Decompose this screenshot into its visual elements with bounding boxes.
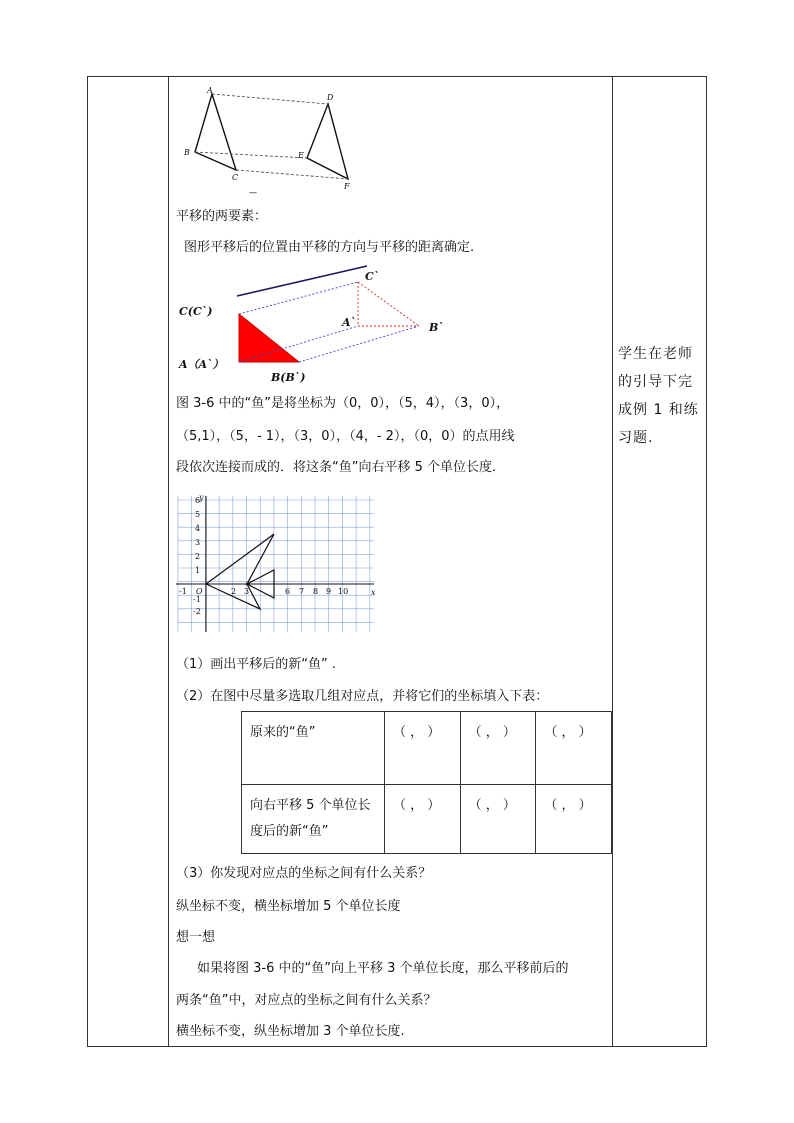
question-1: （1）画出平移后的新“鱼” . <box>176 657 337 672</box>
x-tick-2: 2 <box>231 587 237 596</box>
row-label-original: 原来的“鱼” <box>242 712 385 785</box>
dashed-bb <box>299 326 419 362</box>
answer-cell[interactable]: （ ， ） <box>536 785 612 854</box>
y-tick-4: 4 <box>195 524 201 533</box>
label-d: D <box>327 93 334 102</box>
label-c: C <box>232 173 239 182</box>
dashed-ad <box>212 94 328 104</box>
answer-table <box>241 711 612 854</box>
row-label-translated: 向右平移 5 个单位长度后的新“鱼” <box>242 785 385 854</box>
answer-cell[interactable]: （ ， ） <box>460 785 536 854</box>
figure-fish-grid <box>176 492 381 634</box>
answer-cell[interactable]: （ ， ） <box>460 712 536 785</box>
answer-cell[interactable]: （ ， ） <box>385 785 461 854</box>
x-tick-7: 7 <box>299 587 305 596</box>
x-tick-3: 3 <box>244 587 250 596</box>
column-divider-left <box>168 76 169 1047</box>
label-a-prime: A` <box>342 316 357 329</box>
section-description: 图形平移后的位置由平移的方向与平移的距离确定. <box>184 240 475 255</box>
think-line-2: 两条“鱼”中，对应点的坐标之间有什么关系？ <box>176 993 437 1008</box>
x-tick-6: 6 <box>285 587 291 596</box>
red-triangle <box>239 314 299 362</box>
problem-line-1: 图 3-6 中的“鱼”是将坐标为（0，0），（5，4），（3，0）， <box>176 396 510 411</box>
dash-mark: — <box>249 188 257 197</box>
label-f: F <box>344 182 350 191</box>
triangle-abc <box>195 94 236 170</box>
answer-3: 纵坐标不变，横坐标增加 5 个单位长度 <box>176 899 401 914</box>
y-axis-label: y <box>199 493 204 502</box>
y-tick-neg1: -1 <box>193 595 201 604</box>
label-b-prime: B` <box>429 321 444 334</box>
section-title: 平移的两要素： <box>176 209 268 224</box>
label-a-aprime: A（A`） <box>179 358 224 371</box>
x-tick-8: 8 <box>313 587 319 596</box>
figure-triangle-translation <box>180 82 370 197</box>
question-2: （2）在图中尽量多选取几组对应点，并将它们的坐标填入下表： <box>176 689 549 704</box>
table-row <box>242 712 612 785</box>
dashed-cf <box>236 170 348 179</box>
question-3: （3）你发现对应点的坐标之间有什么关系？ <box>176 866 432 881</box>
label-c-cprime: C(C`) <box>179 305 213 318</box>
think-title: 想一想 <box>176 930 216 945</box>
label-b-bprime: B(B`) <box>271 371 306 384</box>
origin-label: O <box>196 587 203 596</box>
answer-cell[interactable]: （ ， ） <box>536 712 612 785</box>
y-tick-neg2: -2 <box>193 607 201 616</box>
label-a: A <box>207 86 213 95</box>
x-tick-9: 9 <box>326 587 332 596</box>
x-tick-neg1: -1 <box>179 587 187 596</box>
problem-line-2: （5,1），（5，- 1），（3，0），（4，- 2），（0，0）的点用线 <box>176 429 515 444</box>
think-answer: 横坐标不变，纵坐标增加 3 个单位长度. <box>176 1024 405 1039</box>
y-tick-2: 2 <box>195 552 201 561</box>
dashed-be <box>195 152 307 158</box>
x-tick-10: 10 <box>338 587 349 596</box>
y-tick-5: 5 <box>195 510 201 519</box>
figure-shaded-translation <box>175 262 455 387</box>
label-e: E <box>298 151 304 160</box>
x-axis-label: x <box>371 588 376 597</box>
table-row <box>242 785 612 854</box>
y-tick-6: 6 <box>195 496 201 505</box>
dashed-cc <box>239 282 358 314</box>
y-tick-3: 3 <box>195 538 201 547</box>
column-divider-right <box>612 76 613 1047</box>
think-line-1: 如果将图 3-6 中的“鱼”向上平移 3 个单位长度，那么平移前后的 <box>197 961 569 976</box>
dashed-cb <box>358 282 419 326</box>
y-tick-1: 1 <box>195 566 201 575</box>
label-b: B <box>184 148 190 157</box>
direction-arrow-line <box>237 266 367 296</box>
triangle-def <box>307 104 348 179</box>
fish-outline <box>206 534 274 609</box>
problem-line-3: 段依次连接而成的．将这条“鱼”向右平移 5 个单位长度. <box>176 460 497 475</box>
label-c-prime: C` <box>365 270 380 283</box>
side-note: 学生在老师的引导下完成例 1 和练习题. <box>618 346 699 446</box>
answer-cell[interactable]: （ ， ） <box>385 712 461 785</box>
